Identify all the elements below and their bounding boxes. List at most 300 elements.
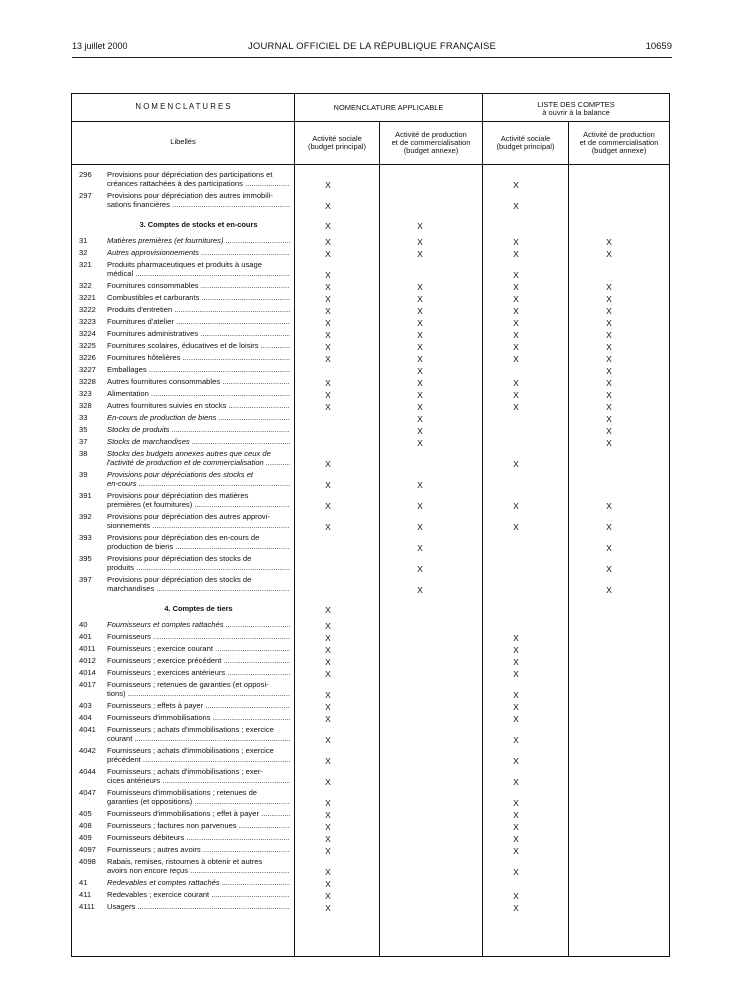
account-code: 3222 [79, 305, 96, 314]
label-line: Fournisseurs d'immobilisations ; retenues de [107, 788, 258, 797]
liste-comptes-heading [483, 101, 669, 117]
checkmark-x: X [417, 522, 423, 532]
checkmark-x: X [325, 402, 331, 412]
account-label [107, 389, 290, 398]
label-line: Fournitures hôtelières ..... [107, 353, 290, 362]
checkmark-x: X [513, 903, 519, 913]
col-heading-line: (budget principal) [308, 142, 366, 151]
label-line: Combustibles et carburants ..... [107, 293, 290, 302]
account-label [107, 191, 290, 209]
account-code: 401 [79, 632, 92, 641]
label-line: Fournitures administratives ..... [107, 329, 290, 338]
checkmark-x: X [606, 237, 612, 247]
account-code: 39 [79, 470, 88, 479]
account-code: 33 [79, 413, 88, 422]
account-label [107, 377, 290, 386]
table-row [72, 788, 669, 809]
checkmark-x: X [417, 501, 423, 511]
checkmark-x: X [513, 834, 519, 844]
label-line: garanties (et oppositions) ..... [107, 797, 290, 806]
page-number: 10659 [645, 41, 672, 52]
checkmark-x: X [513, 270, 519, 280]
account-code: 35 [79, 425, 88, 434]
table-row [72, 713, 669, 725]
account-code: 4012 [79, 656, 96, 665]
label-line: en-cours ..... [107, 479, 290, 488]
account-code: 4014 [79, 668, 96, 677]
label-line: premières (et fournitures) ..... [107, 500, 290, 509]
account-label [107, 857, 290, 875]
account-code: 3223 [79, 317, 96, 326]
account-label [107, 725, 290, 743]
checkmark-x: X [513, 657, 519, 667]
label-line: Autres fournitures consommables ..... [107, 377, 290, 386]
checkmark-x: X [325, 237, 331, 247]
checkmark-x: X [417, 318, 423, 328]
account-code: 3221 [79, 293, 96, 302]
checkmark-x: X [325, 201, 331, 211]
label-line: Fournisseurs ; achats d'immobilisations ; exer- [107, 767, 263, 776]
checkmark-x: X [325, 390, 331, 400]
checkmark-x: X [606, 414, 612, 424]
account-code: 392 [79, 512, 92, 521]
account-label [107, 353, 290, 362]
table-row [72, 293, 669, 305]
label-line: Fournisseurs ; factures non parvenues ..... [107, 821, 290, 830]
col-heading-line: Activité sociale [312, 134, 362, 143]
col-sociale-applicable-heading [295, 135, 379, 151]
checkmark-x: X [513, 402, 519, 412]
account-label [107, 554, 290, 572]
account-code: 4047 [79, 788, 96, 797]
account-label [107, 713, 290, 722]
table-row [72, 236, 669, 248]
checkmark-x: X [325, 669, 331, 679]
table-row [72, 701, 669, 713]
checkmark-x: X [417, 330, 423, 340]
checkmark-x: X [606, 306, 612, 316]
header-divider [72, 164, 669, 165]
account-label [107, 401, 290, 410]
table-row [72, 809, 669, 821]
label-line: Fournisseurs ; retenues de garanties (et opposi- [107, 680, 269, 689]
label-line: Produits d'entretien ..... [107, 305, 290, 314]
label-line: Emballages ..... [107, 365, 290, 374]
account-code: 403 [79, 701, 92, 710]
checkmark-x: X [606, 342, 612, 352]
account-label [107, 809, 290, 818]
account-label [107, 821, 290, 830]
checkmark-x: X [325, 294, 331, 304]
checkmark-x: X [325, 777, 331, 787]
checkmark-x: X [513, 669, 519, 679]
label-line: Redevables ; exercice courant ..... [107, 890, 290, 899]
account-code: 297 [79, 191, 92, 200]
checkmark-x: X [417, 414, 423, 424]
account-code: 296 [79, 170, 92, 179]
checkmark-x: X [513, 201, 519, 211]
checkmark-x: X [513, 180, 519, 190]
account-label [107, 833, 290, 842]
label-line: l'activité de production et de commercialisation ..... [107, 458, 290, 467]
label-line: Rabais, remises, ristournes à obtenir et autres [107, 857, 263, 866]
label-line: Fournitures scolaires, éducatives et de loisirs ..... [107, 341, 290, 350]
account-code: 4017 [79, 680, 96, 689]
table-row [72, 353, 669, 365]
checkmark-x: X [325, 891, 331, 901]
label-line: Provisions pour dépréciation des participations et [107, 170, 273, 179]
account-label [107, 845, 290, 854]
col-heading-line: Activité sociale [500, 134, 551, 143]
table-row [72, 470, 669, 491]
label-line: Fournisseurs débiteurs ..... [107, 833, 290, 842]
account-label [107, 491, 290, 509]
label-line: Fournisseurs d'immobilisations ; effet à payer ..... [107, 809, 290, 818]
label-line: Fournisseurs ; achats d'immobilisations ; exercice [107, 746, 274, 755]
header-divider [72, 121, 669, 122]
account-label [107, 878, 290, 887]
checkmark-x: X [325, 318, 331, 328]
checkmark-x: X [513, 756, 519, 766]
checkmark-x: X [417, 390, 423, 400]
checkmark-x: X [325, 354, 331, 364]
header-rule [72, 57, 672, 58]
label-line: médical ..... [107, 269, 290, 278]
table-row [72, 680, 669, 701]
checkmark-x: X [513, 690, 519, 700]
account-label [107, 788, 290, 806]
label-line: Fournisseurs ; exercice courant ..... [107, 644, 290, 653]
account-label [107, 365, 290, 374]
label-line: production de biens ..... [107, 542, 290, 551]
account-code: 3225 [79, 341, 96, 350]
label-line: Provisions pour dépréciation des autres immobili- [107, 191, 273, 200]
checkmark-x: X [417, 378, 423, 388]
checkmark-x: X [513, 237, 519, 247]
checkmark-x: X [325, 221, 331, 231]
table-row [72, 512, 669, 533]
checkmark-x: X [513, 459, 519, 469]
account-code: 4111 [79, 902, 95, 911]
account-label [107, 281, 290, 290]
table-row [72, 305, 669, 317]
label-line: produits ..... [107, 563, 290, 572]
col-heading-line: (budget annexe) [403, 146, 459, 155]
account-label [107, 604, 290, 613]
table-row [72, 248, 669, 260]
checkmark-x: X [417, 564, 423, 574]
checkmark-x: X [325, 306, 331, 316]
checkmark-x: X [325, 633, 331, 643]
account-code: 4044 [79, 767, 96, 776]
col-production-applicable-heading [380, 131, 482, 155]
checkmark-x: X [513, 282, 519, 292]
account-label [107, 767, 290, 785]
section-heading-row [72, 212, 669, 236]
account-label [107, 293, 290, 302]
account-code: 41 [79, 878, 88, 887]
account-code: 409 [79, 833, 92, 842]
account-label [107, 248, 290, 257]
checkmark-x: X [513, 702, 519, 712]
checkmark-x: X [325, 330, 331, 340]
checkmark-x: X [325, 798, 331, 808]
label-line: avoirs non encore reçus ..... [107, 866, 290, 875]
account-label [107, 890, 290, 899]
table-row [72, 533, 669, 554]
checkmark-x: X [513, 822, 519, 832]
account-label [107, 437, 290, 446]
checkmark-x: X [325, 342, 331, 352]
account-code: 328 [79, 401, 92, 410]
checkmark-x: X [325, 657, 331, 667]
label-line: En-cours de production de biens ..... [107, 413, 290, 422]
checkmark-x: X [606, 366, 612, 376]
checkmark-x: X [417, 438, 423, 448]
table-row [72, 890, 669, 902]
checkmark-x: X [417, 354, 423, 364]
liste-comptes-line2: à ouvrir à la balance [542, 108, 610, 117]
account-code: 321 [79, 260, 92, 269]
label-line: Stocks des budgets annexes autres que ceux de [107, 449, 271, 458]
checkmark-x: X [513, 735, 519, 745]
checkmark-x: X [606, 378, 612, 388]
checkmark-x: X [513, 390, 519, 400]
account-code: 4041 [79, 725, 96, 734]
checkmark-x: X [606, 585, 612, 595]
checkmark-x: X [325, 756, 331, 766]
label-line: précédent ..... [107, 755, 290, 764]
journal-title: JOURNAL OFFICIEL DE LA RÉPUBLIQUE FRANÇAISE [247, 41, 497, 52]
account-code: 4011 [79, 644, 96, 653]
checkmark-x: X [417, 221, 423, 231]
account-code: 3224 [79, 329, 96, 338]
account-code: 4042 [79, 746, 96, 755]
checkmark-x: X [417, 543, 423, 553]
checkmark-x: X [325, 846, 331, 856]
table-row [72, 575, 669, 596]
checkmark-x: X [513, 342, 519, 352]
checkmark-x: X [417, 249, 423, 259]
checkmark-x: X [417, 237, 423, 247]
checkmark-x: X [325, 702, 331, 712]
checkmark-x: X [325, 621, 331, 631]
account-code: 32 [79, 248, 88, 257]
account-code: 4098 [79, 857, 96, 866]
checkmark-x: X [417, 282, 423, 292]
checkmark-x: X [325, 690, 331, 700]
label-line: Autres fournitures suivies en stocks ..... [107, 401, 290, 410]
label-line: 3. Comptes de stocks et en-cours [139, 220, 258, 229]
col-heading-line: Activité de production [395, 130, 467, 139]
account-code: 393 [79, 533, 92, 542]
account-label [107, 575, 290, 593]
account-code: 322 [79, 281, 92, 290]
account-label [107, 902, 290, 911]
account-code: 391 [79, 491, 92, 500]
nomenclature-applicable-heading: NOMENCLATURE APPLICABLE [333, 103, 444, 112]
checkmark-x: X [606, 318, 612, 328]
label-line: Provisions pour dépréciation des stocks de [107, 554, 252, 563]
checkmark-x: X [513, 810, 519, 820]
checkmark-x: X [606, 282, 612, 292]
table-row [72, 281, 669, 293]
checkmark-x: X [417, 480, 423, 490]
account-label [107, 620, 290, 629]
label-line: Autres approvisionnements ..... [107, 248, 290, 257]
checkmark-x: X [417, 426, 423, 436]
label-line: Redevables et comptes rattachés ..... [107, 878, 290, 887]
checkmark-x: X [325, 180, 331, 190]
checkmark-x: X [606, 354, 612, 364]
col-heading-line: et de commercialisation [391, 138, 471, 147]
table-row [72, 377, 669, 389]
table-row [72, 668, 669, 680]
table-row [72, 191, 669, 212]
label-line: créances rattachées à des participations ..... [107, 179, 290, 188]
checkmark-x: X [513, 318, 519, 328]
account-label [107, 413, 290, 422]
checkmark-x: X [325, 270, 331, 280]
label-line: Stocks de produits ..... [107, 425, 290, 434]
account-label [107, 170, 290, 188]
checkmark-x: X [417, 294, 423, 304]
checkmark-x: X [325, 522, 331, 532]
account-code: 3226 [79, 353, 96, 362]
label-line: Fournisseurs ; autres avoirs ..... [107, 845, 290, 854]
label-line: Provisions pour dépréciations des stocks et [107, 470, 254, 479]
table-row [72, 449, 669, 470]
publication-date: 13 juillet 2000 [72, 41, 128, 51]
liste-comptes-line1: LISTE DES COMPTES [537, 100, 615, 109]
table-row [72, 260, 669, 281]
table-row [72, 845, 669, 857]
account-code: 408 [79, 821, 92, 830]
account-label [107, 746, 290, 764]
label-line: marchandises ..... [107, 584, 290, 593]
accounts-table [71, 93, 670, 957]
account-code: 31 [79, 236, 88, 245]
checkmark-x: X [513, 846, 519, 856]
checkmark-x: X [325, 735, 331, 745]
checkmark-x: X [606, 522, 612, 532]
account-label [107, 425, 290, 434]
label-line: Provisions pour dépréciation des matières [107, 491, 249, 500]
label-line: Fournisseurs ; exercices antérieurs ..... [107, 668, 290, 677]
label-line: Fournisseurs ; exercice précédent ..... [107, 656, 290, 665]
label-line: Matières premières (et fournitures) ..... [107, 236, 290, 245]
checkmark-x: X [325, 459, 331, 469]
checkmark-x: X [513, 777, 519, 787]
table-row [72, 656, 669, 668]
label-line: Fournisseurs ; effets à payer ..... [107, 701, 290, 710]
checkmark-x: X [606, 426, 612, 436]
account-label [107, 317, 290, 326]
checkmark-x: X [513, 330, 519, 340]
label-line: Fournisseurs d'immobilisations ..... [107, 713, 290, 722]
account-code: 37 [79, 437, 88, 446]
checkmark-x: X [325, 879, 331, 889]
checkmark-x: X [606, 564, 612, 574]
checkmark-x: X [325, 867, 331, 877]
table-row [72, 317, 669, 329]
checkmark-x: X [325, 645, 331, 655]
checkmark-x: X [513, 891, 519, 901]
account-code: 40 [79, 620, 88, 629]
table-row [72, 425, 669, 437]
table-row [72, 491, 669, 512]
checkmark-x: X [325, 605, 331, 615]
account-label [107, 680, 290, 698]
account-label [107, 470, 290, 488]
checkmark-x: X [325, 822, 331, 832]
label-line: 4. Comptes de tiers [164, 604, 233, 613]
account-label [107, 701, 290, 710]
label-line: Stocks de marchandises ..... [107, 437, 290, 446]
checkmark-x: X [606, 501, 612, 511]
label-line: cices antérieurs ..... [107, 776, 290, 785]
account-label [107, 341, 290, 350]
table-row [72, 401, 669, 413]
label-line: tions) ..... [107, 689, 290, 698]
table-row [72, 833, 669, 845]
table-row [72, 632, 669, 644]
table-row [72, 821, 669, 833]
account-code: 404 [79, 713, 92, 722]
table-row [72, 365, 669, 377]
checkmark-x: X [513, 714, 519, 724]
account-code: 38 [79, 449, 88, 458]
account-label [107, 644, 290, 653]
account-label [107, 512, 290, 530]
account-code: 3228 [79, 377, 96, 386]
label-line: sionnements ..... [107, 521, 290, 530]
checkmark-x: X [513, 294, 519, 304]
table-row [72, 170, 669, 191]
label-line: Fournitures d'atelier ..... [107, 317, 290, 326]
checkmark-x: X [513, 522, 519, 532]
checkmark-x: X [325, 378, 331, 388]
table-row [72, 389, 669, 401]
account-label [107, 236, 290, 245]
col-sociale-balance-heading [483, 135, 568, 151]
col-heading-line: (budget annexe) [591, 146, 647, 155]
libelles-heading: Libellés [170, 137, 196, 146]
checkmark-x: X [325, 480, 331, 490]
table-row [72, 902, 669, 914]
label-line: Fournisseurs et comptes rattachés ..... [107, 620, 290, 629]
checkmark-x: X [325, 714, 331, 724]
account-code: 323 [79, 389, 92, 398]
table-row [72, 329, 669, 341]
checkmark-x: X [606, 249, 612, 259]
checkmark-x: X [325, 501, 331, 511]
checkmark-x: X [417, 366, 423, 376]
account-code: 411 [79, 890, 92, 899]
table-row [72, 767, 669, 788]
label-line: Fournisseurs ..... [107, 632, 290, 641]
checkmark-x: X [606, 402, 612, 412]
col-production-balance-heading [569, 131, 669, 155]
account-code: 397 [79, 575, 92, 584]
page-header [72, 41, 672, 55]
label-line: Usagers ..... [107, 902, 290, 911]
checkmark-x: X [513, 249, 519, 259]
table-row [72, 620, 669, 632]
account-label [107, 305, 290, 314]
checkmark-x: X [325, 810, 331, 820]
table-row [72, 746, 669, 767]
